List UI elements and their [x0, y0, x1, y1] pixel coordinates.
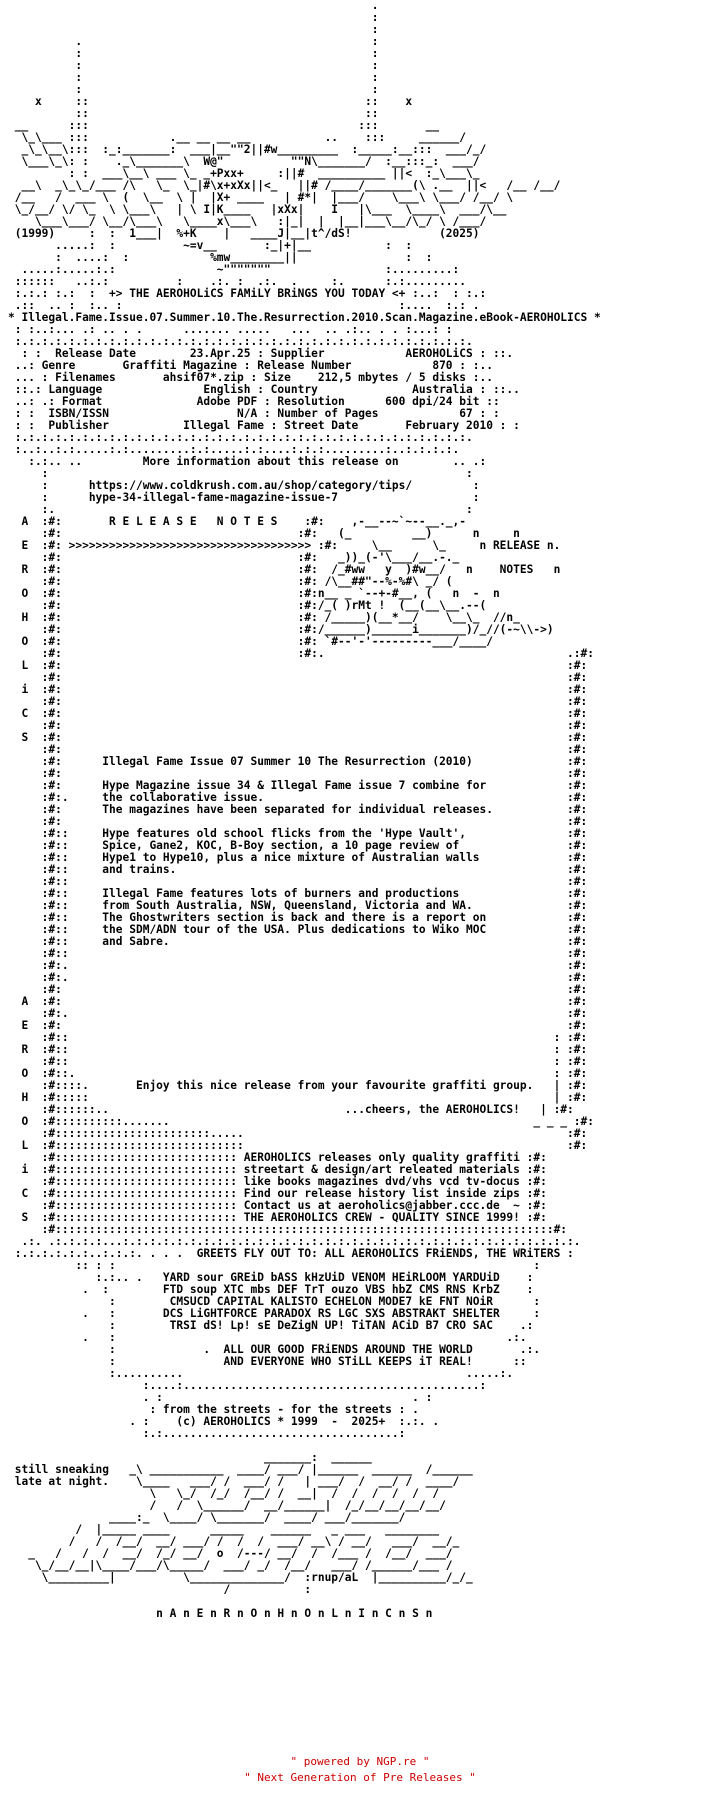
nfo-line: :#:. :#:	[8, 971, 588, 984]
nfo-line: . :	[8, 35, 379, 48]
nfo-line: :.:...................................:	[8, 1427, 406, 1440]
nfo-line: . : .:.	[8, 1331, 527, 1344]
nfo-line: :#: Illegal Fame Issue 07 Summer 10 The Resurrection (2010) :#:	[8, 755, 588, 768]
nfo-line: :#: :#:/_( )rMt ! (__(__\__.--(	[8, 599, 487, 612]
nfo-line: L :#:::::::::::::::::::::::::::: :#:	[8, 1139, 588, 1152]
nfo-line: __\ _\_\_/___ /\ \_ \_|#\x+xXx||<_ ||# /____/_______(\ .__ ||< /__ /__/	[8, 179, 568, 192]
nfo-line: :#:: The Ghostwriters section is back and there is a report on :#:	[8, 911, 588, 924]
nfo-line: \_\___ ::: .__ __ __ __ .. ::: ______/	[8, 131, 467, 144]
nfo-line: . : . :	[8, 1391, 433, 1404]
nfo-line: _ / / / __/ /_/ __/ o /---/ __/ / /___ / /__/ ___/	[8, 1547, 453, 1560]
nfo-line: \___\___/ \__/\___\ \____x\___\ :|_| | |__|___\__/\_/ \ /___/	[8, 215, 487, 228]
nfo-line: x :: :: x	[8, 95, 413, 108]
nfo-line: :#: :#:	[8, 767, 588, 780]
nfo-line: :#::::::::::::::::::::::::::: AEROHOLICS releases only quality graffiti :#:	[8, 1151, 547, 1164]
nfo-line: S :#: :#:	[8, 731, 588, 744]
nfo-line: :#:: :#:	[8, 875, 588, 888]
nfo-line: . : (c) AEROHOLICS * 1999 - 2025+ :.:. .	[8, 1415, 440, 1428]
nfo-line: .:: .. : :.. : :.... :.: .	[8, 299, 480, 312]
nfo-line: :.:.. . YARD sour GREiD bASS kHzUiD VENOM HEiRLOOM YARDUiD :	[8, 1271, 534, 1284]
nfo-line: H :#::::: | :#:	[8, 1091, 588, 1104]
footer-line-powered-by: " powered by NGP.re "	[290, 1755, 430, 1768]
nfo-line: : hype-34-illegal-fame-magazine-issue-7 :	[8, 491, 480, 504]
footer-line-tagline: " Next Generation of Pre Releases "	[244, 1771, 476, 1784]
nfo-line: :#: :#:	[8, 695, 588, 708]
nfo-line: :	[8, 11, 379, 24]
nfo-line: : :	[8, 47, 379, 60]
nfo-line: L :#: :#:	[8, 659, 588, 672]
nfo-line: :#: :#:	[8, 983, 588, 996]
nfo-line: n A n E n R n O n H n O n L n I n C n S n	[8, 1607, 433, 1620]
nfo-line: :. :	[8, 503, 473, 516]
nfo-line: :#:: and Sabre. :#:	[8, 935, 588, 948]
nfo-line: : :	[8, 59, 379, 72]
nfo-line: C :#::::::::::::::::::::::::::: Find our release history list inside zips :#:	[8, 1187, 547, 1200]
nfo-line: R :#: :#: /_#ww y )#w__/ n NOTES n	[8, 563, 561, 576]
nfo-line: : AND EVERYONE WHO STiLL KEEPS iT REAL! ::	[8, 1355, 527, 1368]
nfo-line: :#: :#:. .:#:	[8, 647, 594, 660]
nfo-line: \___\_\: : ._\_______\ W@" ""N\_______/ :__:::_: ___/	[8, 155, 480, 168]
nfo-line: S :#::::::::::::::::::::::::::: THE AEROHOLICS CREW - QUALITY SINCE 1999! :#:	[8, 1211, 547, 1224]
nfo-line: : TRSI dS! Lp! sE DeZigN UP! TiTAN ACiD B7 CRO SAC .:	[8, 1319, 534, 1332]
nfo-line: :#:. the collaborative issue. :#:	[8, 791, 588, 804]
nfo-line: :: ::	[8, 107, 379, 120]
nfo-line: . : DCS LiGHTFORCE PARADOX RS LGC SXS ABSTRAKT SHELTER :	[8, 1307, 541, 1320]
nfo-line: :.:.: :.: : +> THE AEROHOLiCS FAMiLY BRiNGS YOU TODAY <+ :..: : :.:	[8, 287, 487, 300]
nfo-line: A :#: R E L E A S E N O T E S :#: ,-__--~`~--__._,-	[8, 515, 467, 528]
footer	[0, 1754, 720, 1786]
nfo-line: :#:: Hype features old school flicks from the 'Hype Vault', :#:	[8, 827, 588, 840]
nfo-line: : ....: : %mw________|| : :	[8, 251, 433, 264]
nfo-line: :#:: the SDM/ADN tour of the USA. Plus dedications to Wiko MOC :#:	[8, 923, 588, 936]
nfo-line: / / /__/ __/ ___/ / / / ___/ __\ / __/ ___/ __/_	[8, 1535, 460, 1548]
nfo-line: :.:.:.:.:.:.:.:.:.:.:.:.:.:.:.:.:.:.:.:.:.:.:.:.:.:.:.:.:.:.:.:.:.:.	[8, 431, 473, 444]
nfo-line: :#:: : :#:	[8, 1055, 588, 1068]
nfo-line: : . ALL OUR GOOD FRiENDS AROUND THE WORLD .:.	[8, 1343, 541, 1356]
nfo-line: i :#: :#:	[8, 683, 588, 696]
nfo-line: O :#::::::::::....... _ _ _ :#:	[8, 1115, 594, 1128]
nfo-line: \_/__/__|\____/___/\_____/ ___/ _/ /__/ ___/ /______/___ /	[8, 1559, 453, 1572]
nfo-line: /__ / ___ \ ( \__ \ | |X+ ____ | #*| |___/ \___\ \___/ /__/ \	[8, 191, 514, 204]
nfo-art-text	[8, 0, 601, 1620]
nfo-line: ::.: Language English : Country Australia : ::..	[8, 383, 520, 396]
nfo-line: :#:: and trains. :#:	[8, 863, 588, 876]
nfo-line: :#:: from South Australia, NSW, Queensland, Victoria and WA. :#:	[8, 899, 588, 912]
nfo-line: / |_____ ____ _____ ______ _ ___ ________	[8, 1523, 440, 1536]
nfo-line: :: : : :	[8, 1259, 541, 1272]
nfo-line: .....: : ~=v__ :_|+|__ : :	[8, 239, 413, 252]
nfo-line: :#:::::::::::::::::::::::..... :#:	[8, 1127, 588, 1140]
nfo-line: :#::::::::::::::::::::::::::::::::::::::::::::::::::::::::::::::::::::::::::#:	[8, 1223, 568, 1236]
nfo-line: :#: :#:	[8, 815, 588, 828]
nfo-line: (1999) : : 1___| %+K | ____J|__|t^/dS! (2025)	[8, 227, 480, 240]
nfo-line: : : Release Date 23.Apr.25 : Supplier AEROHOLiCS : ::.	[8, 347, 514, 360]
nfo-line: :#:. :#:	[8, 959, 588, 972]
nfo-line: i :#::::::::::::::::::::::::::: streetart & design/art releated materials :#:	[8, 1163, 547, 1176]
nfo-line: :#: :#:/______)______i_______)/_//(-~\\->)	[8, 623, 554, 636]
nfo-line: _______: ______	[8, 1451, 372, 1464]
nfo-line: O :#: :#:n__ _ `--+-#__, ( n - n	[8, 587, 500, 600]
nfo-line: R :#:: : :#:	[8, 1043, 588, 1056]
nfo-line: H :#: :#: /_____)(__*__/ \__\_ //n_	[8, 611, 520, 624]
nfo-line: _\_\__\::: :_:_______: ___|__""2||#w_________ :_____:__::: ___/_/	[8, 143, 487, 156]
nfo-line: / :	[8, 1583, 312, 1596]
nfo-line: \ \_/ /_/ /__/ / __| / / / / / /	[8, 1487, 440, 1500]
nfo-line: :#:: :#:	[8, 947, 588, 960]
nfo-line: :#: :#: (_ __) n n	[8, 527, 520, 540]
nfo-line: \_________| \______________/ :rnup/aL |__________/_/_	[8, 1571, 473, 1584]
nfo-line: .....:.....:.: ~""""""" :.........:	[8, 263, 460, 276]
nfo-line: :.:.:.:.:.:..:.:.:. . . . GREETS FLY OUT TO: ALL AEROHOLICS FRiENDS, THE WRiTERS :	[8, 1247, 574, 1260]
nfo-line: :#: Hype Magazine issue 34 & Illegal Fame issue 7 combine for :#:	[8, 779, 588, 792]
nfo-line: :#: :#:	[8, 743, 588, 756]
nfo-line: : :	[8, 83, 379, 96]
nfo-line: :#::::::::::::::::::::::::::: like books magazines dvd/vhs vcd tv-docus :#:	[8, 1175, 547, 1188]
nfo-line: :#: The magazines have been separated for individual releases. :#:	[8, 803, 588, 816]
nfo-line: :.:.:.:.:.:.:.:.:.:.:.:.:.:.:.:.:.:.:.:.:.:.:.:.:.:.:.:.:.:.:.:.:.:.	[8, 335, 473, 348]
nfo-line: :..:..:.:.....:.:.........:.:.....:.:....:.:.:.........:..:.:.:.:.	[8, 443, 460, 456]
nfo-line: ____:_ \____/ \_______/ ____/ ___/_______/	[8, 1511, 406, 1524]
nfo-line: : CMSUCD CAPITAL KALISTO ECHELON MODE7 kE FNT NOiR :	[8, 1295, 541, 1308]
nfo-line: __ ::: ::: __	[8, 119, 440, 132]
nfo-line: : :	[8, 467, 473, 480]
nfo-line: :#::::::::::::::::::::::::::: Contact us at aeroholics@jabber.ccc.de ~ :#:	[8, 1199, 547, 1212]
nfo-line: :#:: Spice, Gane2, KOC, B-Boy section, a 10 page review of :#:	[8, 839, 588, 852]
nfo-line: : :..:... .: .. . . ....... ..... ... .. .:.. . . :...: :	[8, 323, 453, 336]
nfo-line: O :#: :#: `#--'-'---------___/____/	[8, 635, 493, 648]
nfo-line: :#::::. Enjoy this nice release from your favourite graffiti group. | :#:	[8, 1079, 588, 1092]
nfo-line: :#:. :#:	[8, 1007, 588, 1020]
nfo-line: . : FTD soup XTC mbs DEF TrT ouzo VBS hbZ CMS RNS KrbZ :	[8, 1283, 534, 1296]
nfo-line: :::::: ..:.: : .:. : .:. . :. :.:.........	[8, 275, 467, 288]
nfo-line: :....:............................................:	[8, 1379, 487, 1392]
nfo-line: : :	[8, 71, 379, 84]
nfo-line: :#:: Hype1 to Hype10, plus a nice mixture of Australian walls :#:	[8, 851, 588, 864]
nfo-line: .	[8, 0, 379, 12]
nfo-line: E :#: :#:	[8, 1019, 588, 1032]
nfo-line: : https://www.coldkrush.com.au/shop/category/tips/ :	[8, 479, 480, 492]
nfo-line: * Illegal.Fame.Issue.07.Summer.10.The.Resurrection.2010.Scan.Magazine.eBook-AEROHOLICS *	[8, 311, 601, 324]
nfo-line: :#: :#:	[8, 719, 588, 732]
nfo-line: : : Publisher Illegal Fame : Street Date February 2010 : :	[8, 419, 520, 432]
nfo-line: O :#::. : :#:	[8, 1067, 588, 1080]
nfo-line: : : ISBN/ISSN N/A : Number of Pages 67 : :	[8, 407, 500, 420]
nfo-line: .:. .:.:.:.:...:.:.:.:.:.:.:.:.:.:.:.:.:.:.:.:.:.:.:.:.:.:.:.:.:.:.:.:.:.:.:.:.:.:.	[8, 1235, 581, 1248]
nfo-line: :#::::::.. ...cheers, the AEROHOLICS! | :#:	[8, 1103, 574, 1116]
nfo-line: E :#: >>>>>>>>>>>>>>>>>>>>>>>>>>>>>>>>>>>> :#: \__ \_ n RELEASE n.	[8, 539, 561, 552]
nfo-line: :.:.. .. More information about this release on .. .:	[8, 455, 487, 468]
nfo-line: A :#: :#:	[8, 995, 588, 1008]
nfo-line: ..: Genre Graffiti Magazine : Release Number 870 : :..	[8, 359, 493, 372]
nfo-line: \_/__/ \/ \_ \ \___\ | \ I|K____ |xXx| I |\___ \____\ ___/\__	[8, 203, 507, 216]
nfo-line: :.......... .....:.	[8, 1367, 514, 1380]
nfo-line: : : ___\__\ ___ \_ _+Pxx+ :||# __________ ||< :_\___\_	[8, 167, 480, 180]
nfo-line: still sneaking _\ ___________ ____/ ___/ |______ ______ /______	[8, 1463, 473, 1476]
nfo-line: :#: :#: _))_(-'\___/__.-._	[8, 551, 460, 564]
nfo-line: C :#: :#:	[8, 707, 588, 720]
nfo-line: ..: .: Format Adobe PDF : Resolution 600 dpi/24 bit ::	[8, 395, 500, 408]
nfo-line: / / \______/ __/______| /_/__/__/__/__/	[8, 1499, 446, 1512]
nfo-line: : from the streets - for the streets : .	[8, 1403, 419, 1416]
nfo-line: :#: :#:	[8, 671, 588, 684]
nfo-line: :	[8, 23, 379, 36]
nfo-line: :#: :#: /\__##"--%-%#\ _/ (	[8, 575, 453, 588]
nfo-line: :#:: : :#:	[8, 1031, 588, 1044]
nfo-line: :#:: Illegal Fame features lots of burners and productions :#:	[8, 887, 588, 900]
nfo-line: late at night. \____ ___/ / ___/ / | ___/ / __/ / ____/	[8, 1475, 460, 1488]
nfo-line: ... : Filenames ahsif07*.zip : Size 212,5 mbytes / 5 disks :..	[8, 371, 493, 384]
